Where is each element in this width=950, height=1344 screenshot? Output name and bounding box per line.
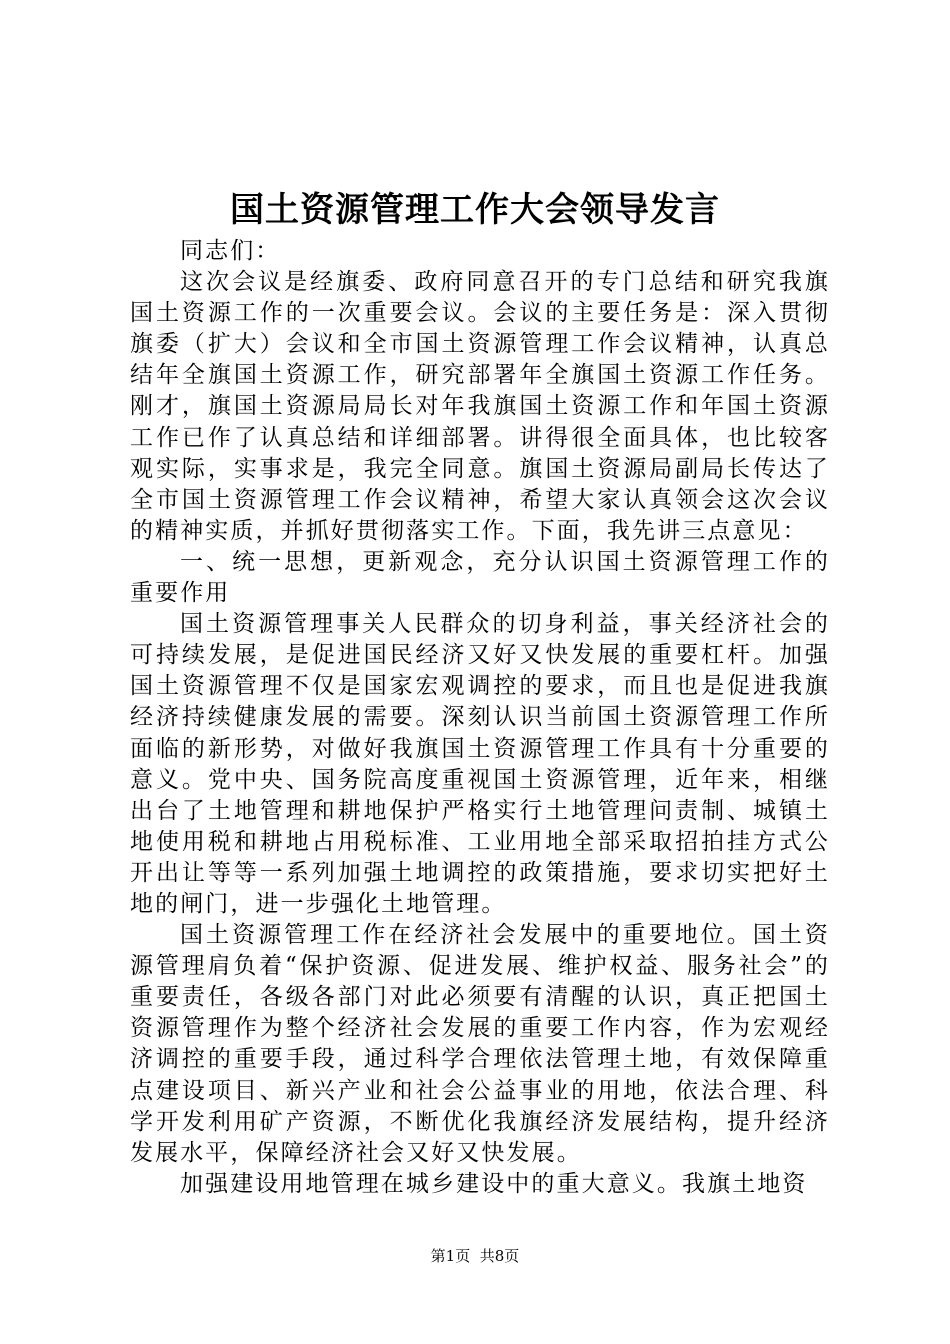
paragraph-2: 国土资源管理工作在经济社会发展中的重要地位。国土资源管理肩负着“保护资源、促进发展、维护权益、服务社会”的重要责任，各级各部门对此必须要有清醒的认识，真正把国土资源管理作为整个经济社会发展的重要工作内容，作为宏观经济调控的重要手段，通过科学合理依法管理土地，有效保障重点建设项目、新兴产业和社会公益事业的用地，依法合理、科学开发利用矿产资源，不断优化我旗经济发展结构，提升经济发展水平，保障经济社会又好又快发展。 (130, 922, 830, 1166)
paragraph-intro: 这次会议是经旗委、政府同意召开的专门总结和研究我旗国土资源工作的一次重要会议。会议的主要任务是：深入贯彻旗委（扩大）会议和全市国土资源管理工作会议精神，认真总结年全旗国土资源工作，研究部署年全旗国土资源工作任务。刚才，旗国土资源局局长对年我旗国土资源工作和年国土资源工作已作了认真总结和详细部署。讲得很全面具体，也比较客观实际，实事求是，我完全同意。旗国土资源局副局长传达了全市国土资源管理工作会议精神，希望大家认真领会这次会议的精神实质，并抓好贯彻落实工作。下面，我先讲三点意见： (130, 269, 830, 544)
page-footer (0, 1246, 950, 1266)
paragraph-1: 国土资源管理事关人民群众的切身利益，事关经济社会的可持续发展，是促进国民经济又好又快发展的重要杠杆。加强国土资源管理不仅是国家宏观调控的要求，而且也是促进我旗经济持续健康发展的需要。深刻认识当前国土资源管理工作所面临的新形势，对做好我旗国土资源管理工作具有十分重要的意义。党中央、国务院高度重视国土资源管理，近年来，相继出台了土地管理和耕地保护严格实行土地管理问责制、城镇土地使用税和耕地占用税标准、工业用地全部采取招拍挂方式公开出让等等一系列加强土地调控的政策措施，要求切实把好土地的闸门，进一步强化土地管理。 (130, 611, 830, 917)
footer-spacer (470, 1247, 480, 1265)
page-total: 共8页 (479, 1247, 520, 1265)
page-number: 第1页 (430, 1247, 471, 1265)
document-body (130, 236, 830, 1200)
paragraph-3: 加强建设用地管理在城乡建设中的重大意义。我旗土地资 (180, 1170, 808, 1197)
salutation: 同志们： (180, 238, 281, 264)
section-heading-1: 一、统一思想，更新观念，充分认识国土资源管理工作的重要作用 (130, 548, 830, 607)
document-title: 国土资源管理工作大会领导发言 (230, 190, 720, 230)
